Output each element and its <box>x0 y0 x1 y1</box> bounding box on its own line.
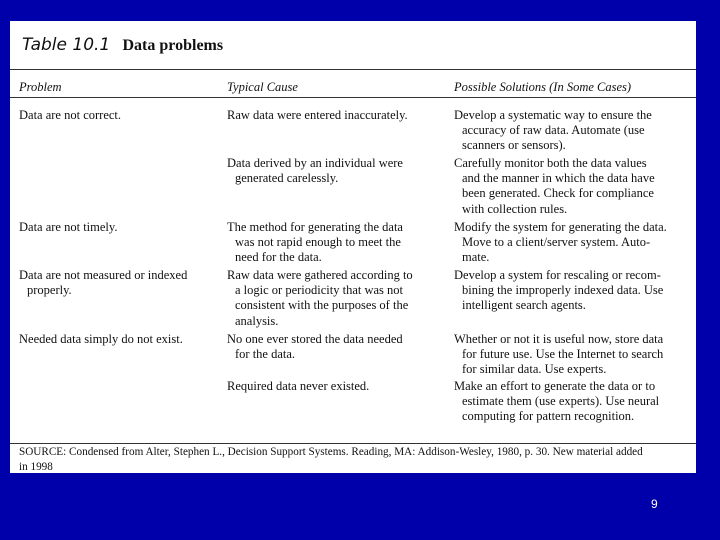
solution-cell: Develop a system for rescaling or recom- bining the improperly indexed data. Use intelligent search agents. <box>454 268 664 313</box>
cause-cell: Raw data were entered inaccurately. <box>227 108 408 122</box>
source-note: SOURCE: Condensed from Alter, Stephen L., Decision Support Systems. Reading, MA: Addison-Wesley, 1980, p. 30. New material added in 1998 <box>19 446 643 473</box>
table-title-text: Data problems <box>122 37 224 54</box>
cause-cell: Required data never existed. <box>227 379 370 393</box>
cause-cell: No one ever stored the data needed for the data. <box>227 332 403 362</box>
header-rule <box>10 97 696 98</box>
header-problem: Problem <box>19 80 62 94</box>
header-typical-cause: Typical Cause <box>227 80 298 94</box>
page-number: 9 <box>651 497 658 511</box>
problem-cell: Data are not correct. <box>19 108 122 122</box>
cause-cell: The method for generating the data was not rapid enough to meet the need for the data. <box>227 220 403 265</box>
problem-cell: Needed data simply do not exist. <box>19 332 183 346</box>
solution-cell: Whether or not it is useful now, store data for future use. Use the Internet to search for similar data. Use experts. <box>454 332 664 377</box>
table-title <box>22 35 223 55</box>
solution-cell: Develop a systematic way to ensure the accuracy of raw data. Automate (use scanners or sensors). <box>454 108 652 153</box>
top-rule <box>10 69 696 70</box>
solution-cell: Make an effort to generate the data or to estimate them (use experts). Use neural computing for pattern recognition. <box>454 379 660 424</box>
solution-cell: Carefully monitor both the data values and the manner in which the data have been generated. Check for compliance with collection rules. <box>454 156 655 216</box>
header-possible-solutions: Possible Solutions (In Some Cases) <box>454 80 632 94</box>
problem-cell: Data are not timely. <box>19 220 118 234</box>
table-image <box>10 21 696 473</box>
solution-cell: Modify the system for generating the data. Move to a client/server system. Auto- mate. <box>454 220 667 265</box>
table-number: Table 10.1 <box>22 35 111 55</box>
problem-cell: Data are not measured or indexed properly. <box>19 268 188 298</box>
bottom-rule <box>10 443 696 444</box>
cause-cell: Data derived by an individual were generated carelessly. <box>227 156 403 186</box>
cause-cell: Raw data were gathered according to a logic or periodicity that was not consistent with the purposes of the analysis. <box>227 268 413 328</box>
